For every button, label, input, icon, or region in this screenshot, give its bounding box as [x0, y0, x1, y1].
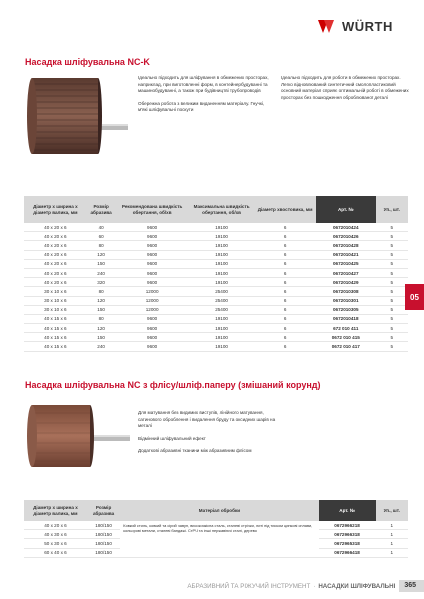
- cell-article-number: 0672010429: [316, 278, 376, 287]
- cell-pack-quantity: 5: [376, 305, 408, 314]
- col-header-grit: Розмір абразива: [87, 500, 120, 521]
- cell-max-speed: 19100: [189, 324, 255, 333]
- cell-grit: 240: [87, 268, 116, 277]
- cell-article-number: 0672010425: [316, 259, 376, 268]
- cell-article-number: 0672010301: [316, 296, 376, 305]
- cell-dimensions: 60 х 40 х 6: [24, 548, 87, 557]
- cell-shank-diameter: 6: [254, 287, 316, 296]
- cell-pack-quantity: 1: [376, 521, 408, 530]
- col-header-dimensions: Діаметр х ширина х діаметр валика, мм: [24, 196, 87, 223]
- cell-dimensions: 40 х 20 х 6: [24, 232, 87, 241]
- cell-article-number: 0672966318: [319, 530, 376, 539]
- cell-max-speed: 19100: [189, 241, 255, 250]
- cell-dimensions: 40 х 20 х 6: [24, 250, 87, 259]
- cell-pack-quantity: 5: [376, 241, 408, 250]
- cell-article-number: 0672010421: [316, 250, 376, 259]
- cell-shank-diameter: 6: [254, 342, 316, 351]
- cell-dimensions: 30 х 10 х 6: [24, 287, 87, 296]
- cell-grit: 120: [87, 296, 116, 305]
- product1-table-body: [24, 223, 408, 351]
- cell-pack-quantity: 5: [376, 268, 408, 277]
- cell-grit: 240: [87, 342, 116, 351]
- product2-table-body: [24, 521, 408, 557]
- cell-pack-quantity: 1: [376, 530, 408, 539]
- cell-dimensions: 40 х 20 х 6: [24, 259, 87, 268]
- cell-shank-diameter: 6: [254, 278, 316, 287]
- cell-grit: 120: [87, 324, 116, 333]
- cell-article-number: 0672966418: [319, 548, 376, 557]
- col-header-article-number: Арт. №: [316, 196, 376, 223]
- cell-max-speed: 19100: [189, 278, 255, 287]
- brand-name: WÜRTH: [342, 19, 393, 34]
- cell-recommended-speed: 9600: [115, 342, 188, 351]
- cell-dimensions: 40 х 15 х 6: [24, 342, 87, 351]
- cell-pack-quantity: 5: [376, 287, 408, 296]
- wurth-logo-mark-icon: [318, 20, 338, 33]
- product1-table: [24, 196, 408, 352]
- cell-max-speed: 25400: [189, 287, 255, 296]
- table-row: [24, 296, 408, 305]
- cell-recommended-speed: 9600: [115, 314, 188, 323]
- cell-article-number: 0672010424: [316, 223, 376, 232]
- product2-title: Насадка шліфувальна NC з флісу/шліф.паперу (змішаний корунд): [25, 380, 321, 390]
- cell-max-speed: 19100: [189, 232, 255, 241]
- cell-dimensions: 40 х 15 х 6: [24, 324, 87, 333]
- cell-grit: 150: [87, 333, 116, 342]
- cell-shank-diameter: 6: [254, 296, 316, 305]
- cell-dimensions: 30 х 10 х 6: [24, 296, 87, 305]
- cell-grit: 180/150: [87, 530, 120, 539]
- table-row: [24, 223, 408, 232]
- table-row: [24, 250, 408, 259]
- col-header-recommended-speed: Рекомендована швидкість обертання, об/хв: [115, 196, 188, 223]
- product2-desc-para: Відмінний шліфувальний ефект: [138, 435, 206, 441]
- cell-max-speed: 19100: [189, 268, 255, 277]
- page-footer: [187, 580, 424, 592]
- cell-article-number: 0672966218: [319, 521, 376, 530]
- cell-grit: 60: [87, 232, 116, 241]
- col-header-article-number: Арт. №: [319, 500, 376, 521]
- cell-recommended-speed: 9600: [115, 241, 188, 250]
- cell-shank-diameter: 6: [254, 241, 316, 250]
- cell-max-speed: 19100: [189, 333, 255, 342]
- flap-wheel-nck-image: [26, 76, 128, 156]
- cell-pack-quantity: 5: [376, 296, 408, 305]
- cell-recommended-speed: 9600: [115, 232, 188, 241]
- cell-grit: 80: [87, 287, 116, 296]
- footer-separator: ·: [313, 582, 316, 590]
- cell-shank-diameter: 6: [254, 305, 316, 314]
- table-row: [24, 305, 408, 314]
- cell-shank-diameter: 6: [254, 259, 316, 268]
- table-row: [24, 521, 408, 530]
- cell-grit: 180/150: [87, 539, 120, 548]
- cell-recommended-speed: 12000: [115, 305, 188, 314]
- product2-table: [24, 500, 408, 558]
- table-header-row: [24, 500, 408, 521]
- cell-grit: 120: [87, 250, 116, 259]
- cell-grit: 180/150: [87, 521, 120, 530]
- wurth-logo: [318, 19, 393, 34]
- col-header-grit: Розмір абразива: [87, 196, 116, 223]
- product2-desc-para: Для матування без видимих виступів, лінійного матування, сатинового оброблення і видалення бруду та оксидних шарів на металі: [138, 410, 276, 429]
- cell-max-speed: 19100: [189, 250, 255, 259]
- cell-max-speed: 25400: [189, 296, 255, 305]
- cell-grit: 150: [87, 259, 116, 268]
- table-row: [24, 342, 408, 351]
- flap-wheel-nc-fleece-image: [26, 403, 130, 469]
- product2-desc-para: Додаткові абразивні тканини між абразивним флісом: [138, 448, 252, 454]
- cell-dimensions: 40 х 20 х 6: [24, 521, 87, 530]
- cell-max-speed: 19100: [189, 223, 255, 232]
- product2-description: [138, 410, 283, 461]
- cell-pack-quantity: 5: [376, 278, 408, 287]
- cell-shank-diameter: 6: [254, 250, 316, 259]
- cell-article-number: 0672010427: [316, 268, 376, 277]
- cell-recommended-speed: 12000: [115, 287, 188, 296]
- cell-dimensions: 30 х 10 х 6: [24, 305, 87, 314]
- cell-max-speed: 19100: [189, 259, 255, 268]
- cell-article-number: 0672 010 417: [316, 342, 376, 351]
- cell-dimensions: 40 х 15 х 6: [24, 314, 87, 323]
- cell-article-number: 0672010305: [316, 305, 376, 314]
- cell-dimensions: 40 х 15 х 6: [24, 333, 87, 342]
- table-row: [24, 278, 408, 287]
- cell-article-number: 0672010426: [316, 232, 376, 241]
- col-header-pack-quantity: Уп., шт.: [376, 500, 408, 521]
- product1-description-1: [138, 75, 272, 120]
- cell-recommended-speed: 9600: [115, 324, 188, 333]
- cell-recommended-speed: 9600: [115, 259, 188, 268]
- col-header-pack-quantity: Уп., шт.: [376, 196, 408, 223]
- cell-max-speed: 19100: [189, 314, 255, 323]
- cell-article-number: 0672010428: [316, 241, 376, 250]
- table-header-row: [24, 196, 408, 223]
- col-header-max-speed: Максимальна швидкість обертання, об/хв: [189, 196, 255, 223]
- cell-grit: 80: [87, 314, 116, 323]
- cell-material: Ковкий стиль, ковкий та сірий чавун, високоякісна сталь, сталеві стрічки, литі під тиском цинкові сплави, кольорові метали, сталеві бандажі. СтРЧ та інші нержавіючі сталі, дерево: [120, 521, 318, 557]
- cell-pack-quantity: 5: [376, 324, 408, 333]
- cell-grit: 40: [87, 223, 116, 232]
- cell-article-number: 0672 010 415: [316, 333, 376, 342]
- cell-pack-quantity: 1: [376, 539, 408, 548]
- table-row: [24, 232, 408, 241]
- cell-dimensions: 40 х 20 х 6: [24, 278, 87, 287]
- cell-article-number: 0672010308: [316, 287, 376, 296]
- cell-recommended-speed: 12000: [115, 296, 188, 305]
- page-number: 365: [399, 580, 424, 592]
- cell-shank-diameter: 6: [254, 333, 316, 342]
- col-header-material: Матеріал обробки: [120, 500, 318, 521]
- cell-recommended-speed: 9600: [115, 333, 188, 342]
- cell-recommended-speed: 9600: [115, 278, 188, 287]
- cell-recommended-speed: 9600: [115, 250, 188, 259]
- cell-pack-quantity: 5: [376, 333, 408, 342]
- cell-dimensions: 50 х 30 х 6: [24, 539, 87, 548]
- product1-desc-para: Обережна робота з великим виданенням матеріалу. Гнучкі, м'які шліфувальні поскути: [138, 100, 265, 113]
- product1-title: Насадка шліфувальна NC-K: [25, 57, 150, 67]
- cell-pack-quantity: 5: [376, 259, 408, 268]
- cell-max-speed: 25400: [189, 305, 255, 314]
- cell-pack-quantity: 5: [376, 232, 408, 241]
- cell-shank-diameter: 6: [254, 314, 316, 323]
- table-row: [24, 333, 408, 342]
- cell-max-speed: 19100: [189, 342, 255, 351]
- cell-article-number: 0672965318: [319, 539, 376, 548]
- cell-recommended-speed: 9600: [115, 223, 188, 232]
- cell-grit: 80: [87, 241, 116, 250]
- cell-pack-quantity: 5: [376, 250, 408, 259]
- footer-category: АБРАЗИВНИЙ ТА РІЖУЧИЙ ІНСТРУМЕНТ: [187, 582, 311, 590]
- cell-shank-diameter: 6: [254, 232, 316, 241]
- cell-article-number: 672 010 411: [316, 324, 376, 333]
- cell-dimensions: 40 х 20 х 6: [24, 223, 87, 232]
- footer-section: НАСАДКИ ШЛІФУВАЛЬНІ: [318, 582, 396, 590]
- cell-grit: 320: [87, 278, 116, 287]
- section-tab[interactable]: 05: [405, 284, 424, 310]
- table-row: [24, 268, 408, 277]
- product1-desc-para: Ідеально підходить для шліфування в обмежених просторах, наприклад, при виготовленні форм, в контейнербудуванні та машинобудуванні, а також при будівництві трубопроводів: [138, 75, 269, 94]
- cell-shank-diameter: 6: [254, 324, 316, 333]
- table-row: [24, 324, 408, 333]
- cell-dimensions: 40 х 20 х 6: [24, 268, 87, 277]
- product1-desc-para: Ідеально підходить для роботи в обмежених просторах. Легко відновлюваний синтетичний смолопластиковий основний матеріал сприяє оптимальній роботі в обмежених просторах без пошкодження оброблюваної деталі: [281, 75, 409, 100]
- cell-grit: 150: [87, 305, 116, 314]
- col-header-dimensions: Діаметр х ширина х діаметр валика, мм: [24, 500, 87, 521]
- cell-pack-quantity: 5: [376, 314, 408, 323]
- cell-grit: 180/150: [87, 548, 120, 557]
- table-row: [24, 314, 408, 323]
- cell-pack-quantity: 5: [376, 223, 408, 232]
- cell-shank-diameter: 6: [254, 268, 316, 277]
- cell-recommended-speed: 9600: [115, 268, 188, 277]
- cell-article-number: 0672010418: [316, 314, 376, 323]
- cell-pack-quantity: 5: [376, 342, 408, 351]
- table-row: [24, 259, 408, 268]
- product1-description-2: [281, 75, 409, 107]
- cell-shank-diameter: 6: [254, 223, 316, 232]
- cell-dimensions: 40 х 20 х 6: [24, 241, 87, 250]
- cell-dimensions: 40 х 30 х 6: [24, 530, 87, 539]
- table-row: [24, 287, 408, 296]
- col-header-shank-diameter: Діаметр хвостовика, мм: [254, 196, 316, 223]
- cell-pack-quantity: 1: [376, 548, 408, 557]
- table-row: [24, 241, 408, 250]
